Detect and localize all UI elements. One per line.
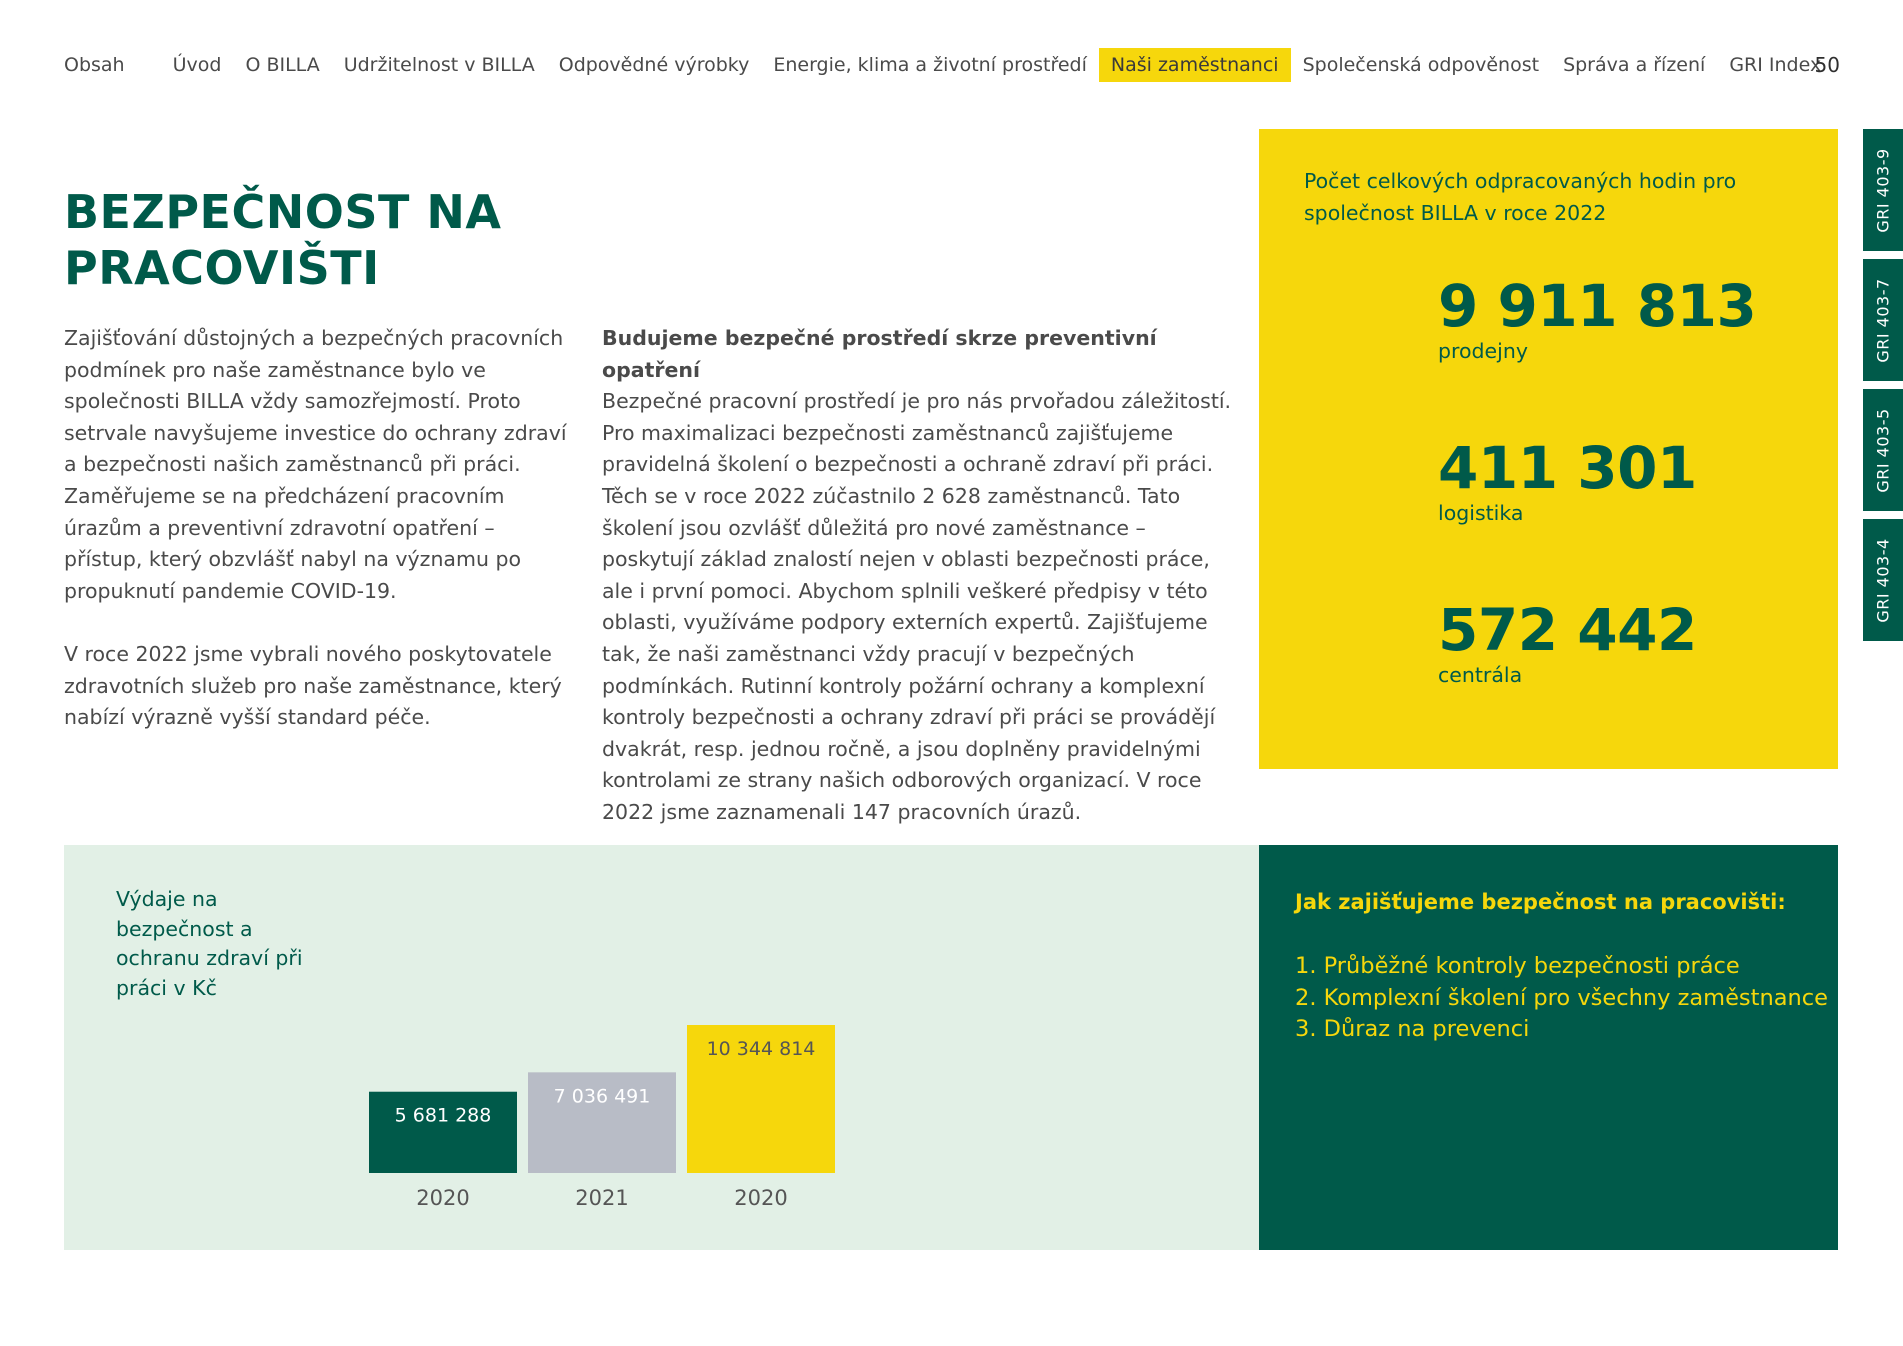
gri-tab-403-7[interactable] — [1863, 259, 1903, 381]
stat-prodejny — [1438, 272, 1757, 365]
list-item: 3. Důraz na prevenci — [1295, 1016, 1530, 1043]
stat-label: prodejny — [1438, 339, 1528, 363]
hours-stats-panel — [1259, 129, 1838, 769]
chart-title: Výdaje na bezpečnost a ochranu zdraví při práci v Kč — [116, 887, 303, 1000]
chart-category-label: 2020 — [734, 1186, 788, 1210]
expenses-chart-panel — [64, 845, 1260, 1250]
prevention-paragraph: Bezpečné pracovní prostředí je pro nás prvořadou záležitostí. Pro maximalizaci bezpečnosti zaměstnanců zajišťujeme pravidelná školení o bezpečnosti a ochraně zdraví při práci. Těch se v roce 2022 zúčastnilo 2 628 zaměstnanců. Tato školení jsou ozvlášť důležitá pro nové zaměstnance – poskytují základ znalostí nejen v oblasti bezpečnosti práce, ale i první pomoci. Abychom splnili veškeré předpisy v této oblasti, využíváme podpory externích expertů. Zajišťujeme tak, že naši zaměstnanci vždy pracují v bezpečných podmínkách. Rutinní kontroly požární ochrany a komplexní kontroly bezpečnosti a ochrany zdraví při práci se provádějí dvakrát, resp. jednou ročně, a jsou doplněny pravidelnými kontrolami ze strany našich odborových organizací. V roce 2022 jsme zaznamenali 147 pracovních úrazů. — [602, 389, 1232, 824]
gri-tab-403-9[interactable] — [1863, 129, 1903, 251]
gri-tab-label: GRI 403-7 — [1873, 277, 1893, 363]
nav-item-udrzitelnost[interactable]: Udržitelnost v BILLA — [343, 54, 535, 76]
gri-tab-403-4[interactable] — [1863, 519, 1903, 641]
chart-category-label: 2021 — [575, 1186, 629, 1210]
gri-tab-label: GRI 403-9 — [1873, 147, 1893, 233]
list-item: 2. Komplexní školení pro všechny zaměstnance — [1295, 984, 1828, 1011]
stat-label: centrála — [1438, 663, 1523, 687]
prevention-subtitle: Budujeme bezpečné prostředí skrze preventivní opatření — [602, 326, 1157, 382]
intro-paragraph-2: V roce 2022 jsme vybrali nového poskytovatele zdravotních služeb pro naše zaměstnance, který nabízí výrazně vyšší standard péče. — [64, 641, 562, 730]
intro-text-column — [64, 323, 574, 765]
chart-value-label: 10 344 814 — [706, 1038, 816, 1060]
gri-tab-403-5[interactable] — [1863, 389, 1903, 511]
stat-value: 9 911 813 — [1438, 272, 1757, 340]
page-number: 50 — [1814, 53, 1840, 77]
chart-value-label: 5 681 288 — [394, 1104, 492, 1127]
nav-item-sprava-a-rizeni[interactable]: Správa a řízení — [1563, 54, 1706, 76]
list-item: 1. Průběžné kontroly bezpečnosti práce — [1295, 953, 1740, 979]
nav-item-nasi-zamestnanci[interactable]: Naši zaměstnanci — [1099, 48, 1291, 82]
chart-category-label: 2020 — [416, 1186, 470, 1210]
stat-value: 572 442 — [1438, 596, 1697, 664]
nav-item-odpovedne-vyrobky[interactable]: Odpovědné výrobky — [558, 54, 750, 76]
nav-item-gri-index[interactable]: GRI Index — [1729, 54, 1822, 76]
gri-tab-label: GRI 403-5 — [1873, 407, 1893, 493]
nav-item-o-billa[interactable]: O BILLA — [245, 54, 320, 76]
stat-logistika — [1438, 434, 1697, 527]
top-navigation — [64, 48, 1833, 82]
safety-measures-panel — [1259, 845, 1838, 1250]
gri-tab-label: GRI 403-4 — [1873, 537, 1893, 623]
nav-item-obsah[interactable]: Obsah — [64, 54, 125, 76]
expenses-bar-chart — [64, 845, 1260, 1250]
gri-tabs — [1863, 129, 1903, 649]
nav-item-uvod[interactable]: Úvod — [172, 54, 222, 76]
page-title: BEZPEČNOST NA PRACOVIŠTI — [64, 185, 502, 295]
info-title: Jak zajišťujeme bezpečnost na pracovišti: — [1295, 890, 1786, 914]
nav-item-spolecenska-odpovednost[interactable]: Společenská odpověnost — [1302, 54, 1540, 76]
nav-item-energie[interactable]: Energie, klima a životní prostředí — [773, 54, 1087, 76]
prevention-text-column — [602, 323, 1242, 829]
intro-paragraph-1: Zajišťování důstojných a bezpečných pracovních podmínek pro naše zaměstnance bylo ve společnosti BILLA vždy samozřejmostí. Proto setrvale navyšujeme investice do ochrany zdraví a bezpečnosti našich zaměstnanců při práci. Zaměřujeme se na předcházení pracovním úrazům a preventivní zdravotní opatření – přístup, který obzvlášť nabyl na významu po propuknutí pandemie COVID-19. — [64, 326, 567, 603]
chart-value-label: 7 036 491 — [553, 1085, 651, 1108]
stats-title: Počet celkových odpracovaných hodin pro společnost BILLA v roce 2022 — [1304, 169, 1737, 225]
stat-label: logistika — [1438, 501, 1524, 525]
safety-measures-list — [1295, 951, 1828, 1046]
stat-value: 411 301 — [1438, 434, 1697, 502]
stat-centrala — [1438, 596, 1697, 689]
